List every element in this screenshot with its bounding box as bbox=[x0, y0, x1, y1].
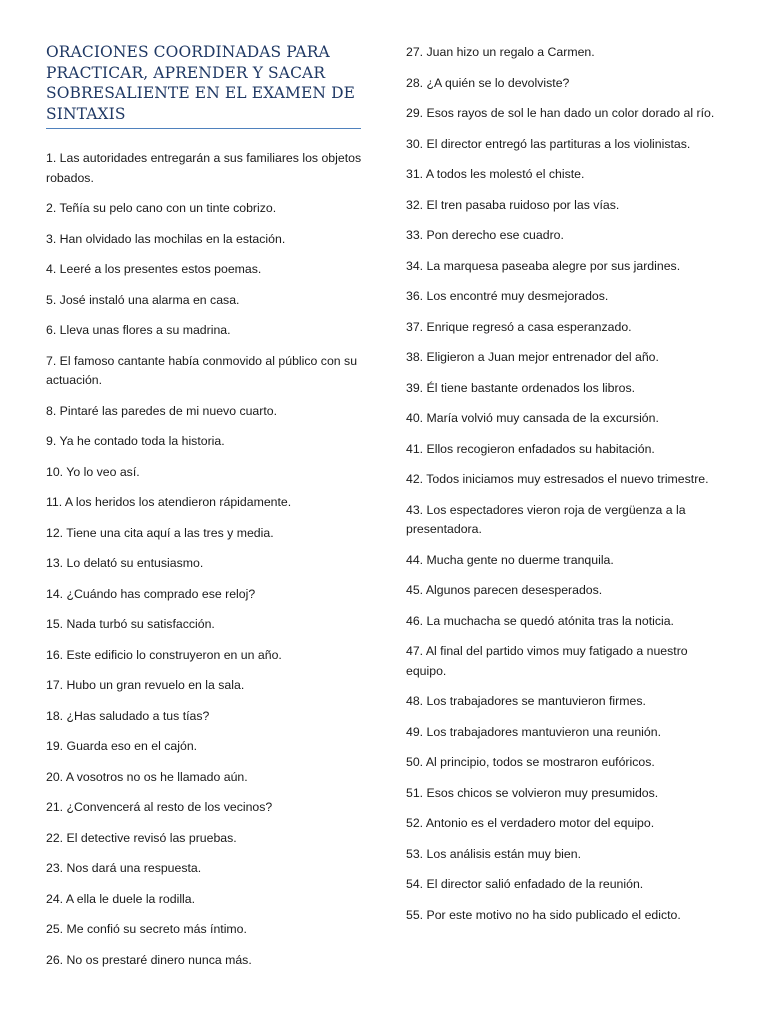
sentence-item: 15. Nada turbó su satisfacción. bbox=[46, 617, 215, 631]
sentence-item: 45. Algunos parecen desesperados. bbox=[406, 583, 603, 597]
title-underline bbox=[46, 128, 361, 129]
sentence-item: 14. ¿Cuándo has comprado ese reloj? bbox=[46, 586, 256, 601]
sentence-item: 19. Guarda eso en el cajón. bbox=[46, 739, 198, 753]
sentence-item: 7. El famoso cantante había conmovido al público con su actuación. bbox=[46, 353, 358, 387]
sentence-item: 26. No os prestaré dinero nunca más. bbox=[46, 952, 252, 967]
sentence-item: 32. El tren pasaba ruidoso por las vías. bbox=[406, 197, 620, 212]
sentence-item: 31. A todos les molestó el chiste. bbox=[406, 167, 585, 181]
sentence-item: 44. Mucha gente no duerme tranquila. bbox=[406, 552, 614, 567]
sentence-item: 11. A los heridos los atendieron rápidamente. bbox=[46, 495, 292, 509]
sentence-item: 21. ¿Convencerá al resto de los vecinos? bbox=[46, 800, 273, 814]
sentence-item: 54. El director salió enfadado de la reunión. bbox=[406, 877, 644, 891]
sentence-item: 43. Los espectadores vieron roja de vergüenza a la presentadora. bbox=[406, 502, 686, 536]
sentence-item: 20. A vosotros no os he llamado aún. bbox=[46, 769, 248, 784]
sentence-item: 17. Hubo un gran revuelo en la sala. bbox=[46, 678, 245, 692]
sentence-item: 42. Todos iniciamos muy estresados el nuevo trimestre. bbox=[406, 472, 709, 486]
sentence-item: 55. Por este motivo no ha sido publicado el edicto. bbox=[406, 907, 681, 922]
sentence-list-left bbox=[46, 149, 364, 981]
sentence-list-right bbox=[406, 43, 724, 936]
sentence-item: 29. Esos rayos de sol le han dado un color dorado al río. bbox=[406, 106, 715, 120]
sentence-item: 39. Él tiene bastante ordenados los libros. bbox=[406, 380, 636, 395]
sentence-item: 38. Eligieron a Juan mejor entrenador del año. bbox=[406, 350, 659, 364]
sentence-item: 4. Leeré a los presentes estos poemas. bbox=[46, 262, 262, 276]
sentence-item: 40. María volvió muy cansada de la excursión. bbox=[406, 411, 659, 425]
sentence-item: 23. Nos dará una respuesta. bbox=[46, 861, 202, 875]
sentence-item: 30. El director entregó las partituras a los violinistas. bbox=[406, 136, 691, 151]
sentence-item: 8. Pintaré las paredes de mi nuevo cuarto. bbox=[46, 403, 278, 418]
sentence-item: 1. Las autoridades entregarán a sus familiares los objetos robados. bbox=[46, 151, 362, 185]
sentence-item: 36. Los encontré muy desmejorados. bbox=[406, 289, 609, 303]
sentence-item: 10. Yo lo veo así. bbox=[46, 464, 140, 479]
sentence-item: 46. La muchacha se quedó atónita tras la noticia. bbox=[406, 613, 674, 628]
sentence-item: 47. Al final del partido vimos muy fatigado a nuestro equipo. bbox=[406, 644, 688, 678]
sentence-item: 5. José instaló una alarma en casa. bbox=[46, 292, 240, 307]
sentence-item: 34. La marquesa paseaba alegre por sus jardines. bbox=[406, 258, 681, 273]
sentence-item: 24. A ella le duele la rodilla. bbox=[46, 891, 196, 906]
sentence-item: 25. Me confió su secreto más íntimo. bbox=[46, 922, 247, 936]
sentence-item: 50. Al principio, todos se mostraron eufóricos. bbox=[406, 755, 655, 769]
sentence-item: 13. Lo delató su entusiasmo. bbox=[46, 556, 204, 570]
sentence-item: 12. Tiene una cita aquí a las tres y media. bbox=[46, 525, 274, 540]
sentence-item: 49. Los trabajadores mantuvieron una reunión. bbox=[406, 724, 661, 739]
sentence-item: 52. Antonio es el verdadero motor del equipo. bbox=[406, 816, 655, 830]
sentence-item: 16. Este edificio lo construyeron en un año. bbox=[46, 647, 282, 662]
sentence-item: 37. Enrique regresó a casa esperanzado. bbox=[406, 319, 632, 334]
sentence-item: 53. Los análisis están muy bien. bbox=[406, 846, 581, 861]
sentence-item: 9. Ya he contado toda la historia. bbox=[46, 434, 225, 448]
sentence-item: 3. Han olvidado las mochilas en la estación. bbox=[46, 231, 286, 246]
sentence-item: 51. Esos chicos se volvieron muy presumidos. bbox=[406, 785, 659, 800]
sentence-item: 18. ¿Has saludado a tus tías? bbox=[46, 708, 210, 723]
sentence-item: 48. Los trabajadores se mantuvieron firmes. bbox=[406, 694, 646, 708]
document-title: ORACIONES COORDINADAS PARA PRACTICAR, APRENDER Y SACAR SOBRESALIENTE EN EL EXAMEN DE SINTAXIS bbox=[46, 43, 356, 123]
sentence-item: 2. Teñía su pelo cano con un tinte cobrizo. bbox=[46, 201, 277, 215]
sentence-item: 22. El detective revisó las pruebas. bbox=[46, 830, 237, 845]
sentence-item: 6. Lleva unas flores a su madrina. bbox=[46, 323, 231, 337]
sentence-item: 33. Pon derecho ese cuadro. bbox=[406, 228, 564, 242]
sentence-item: 27. Juan hizo un regalo a Carmen. bbox=[406, 45, 595, 59]
sentence-item: 28. ¿A quién se lo devolviste? bbox=[406, 75, 570, 90]
sentence-item: 41. Ellos recogieron enfadados su habitación. bbox=[406, 441, 655, 456]
